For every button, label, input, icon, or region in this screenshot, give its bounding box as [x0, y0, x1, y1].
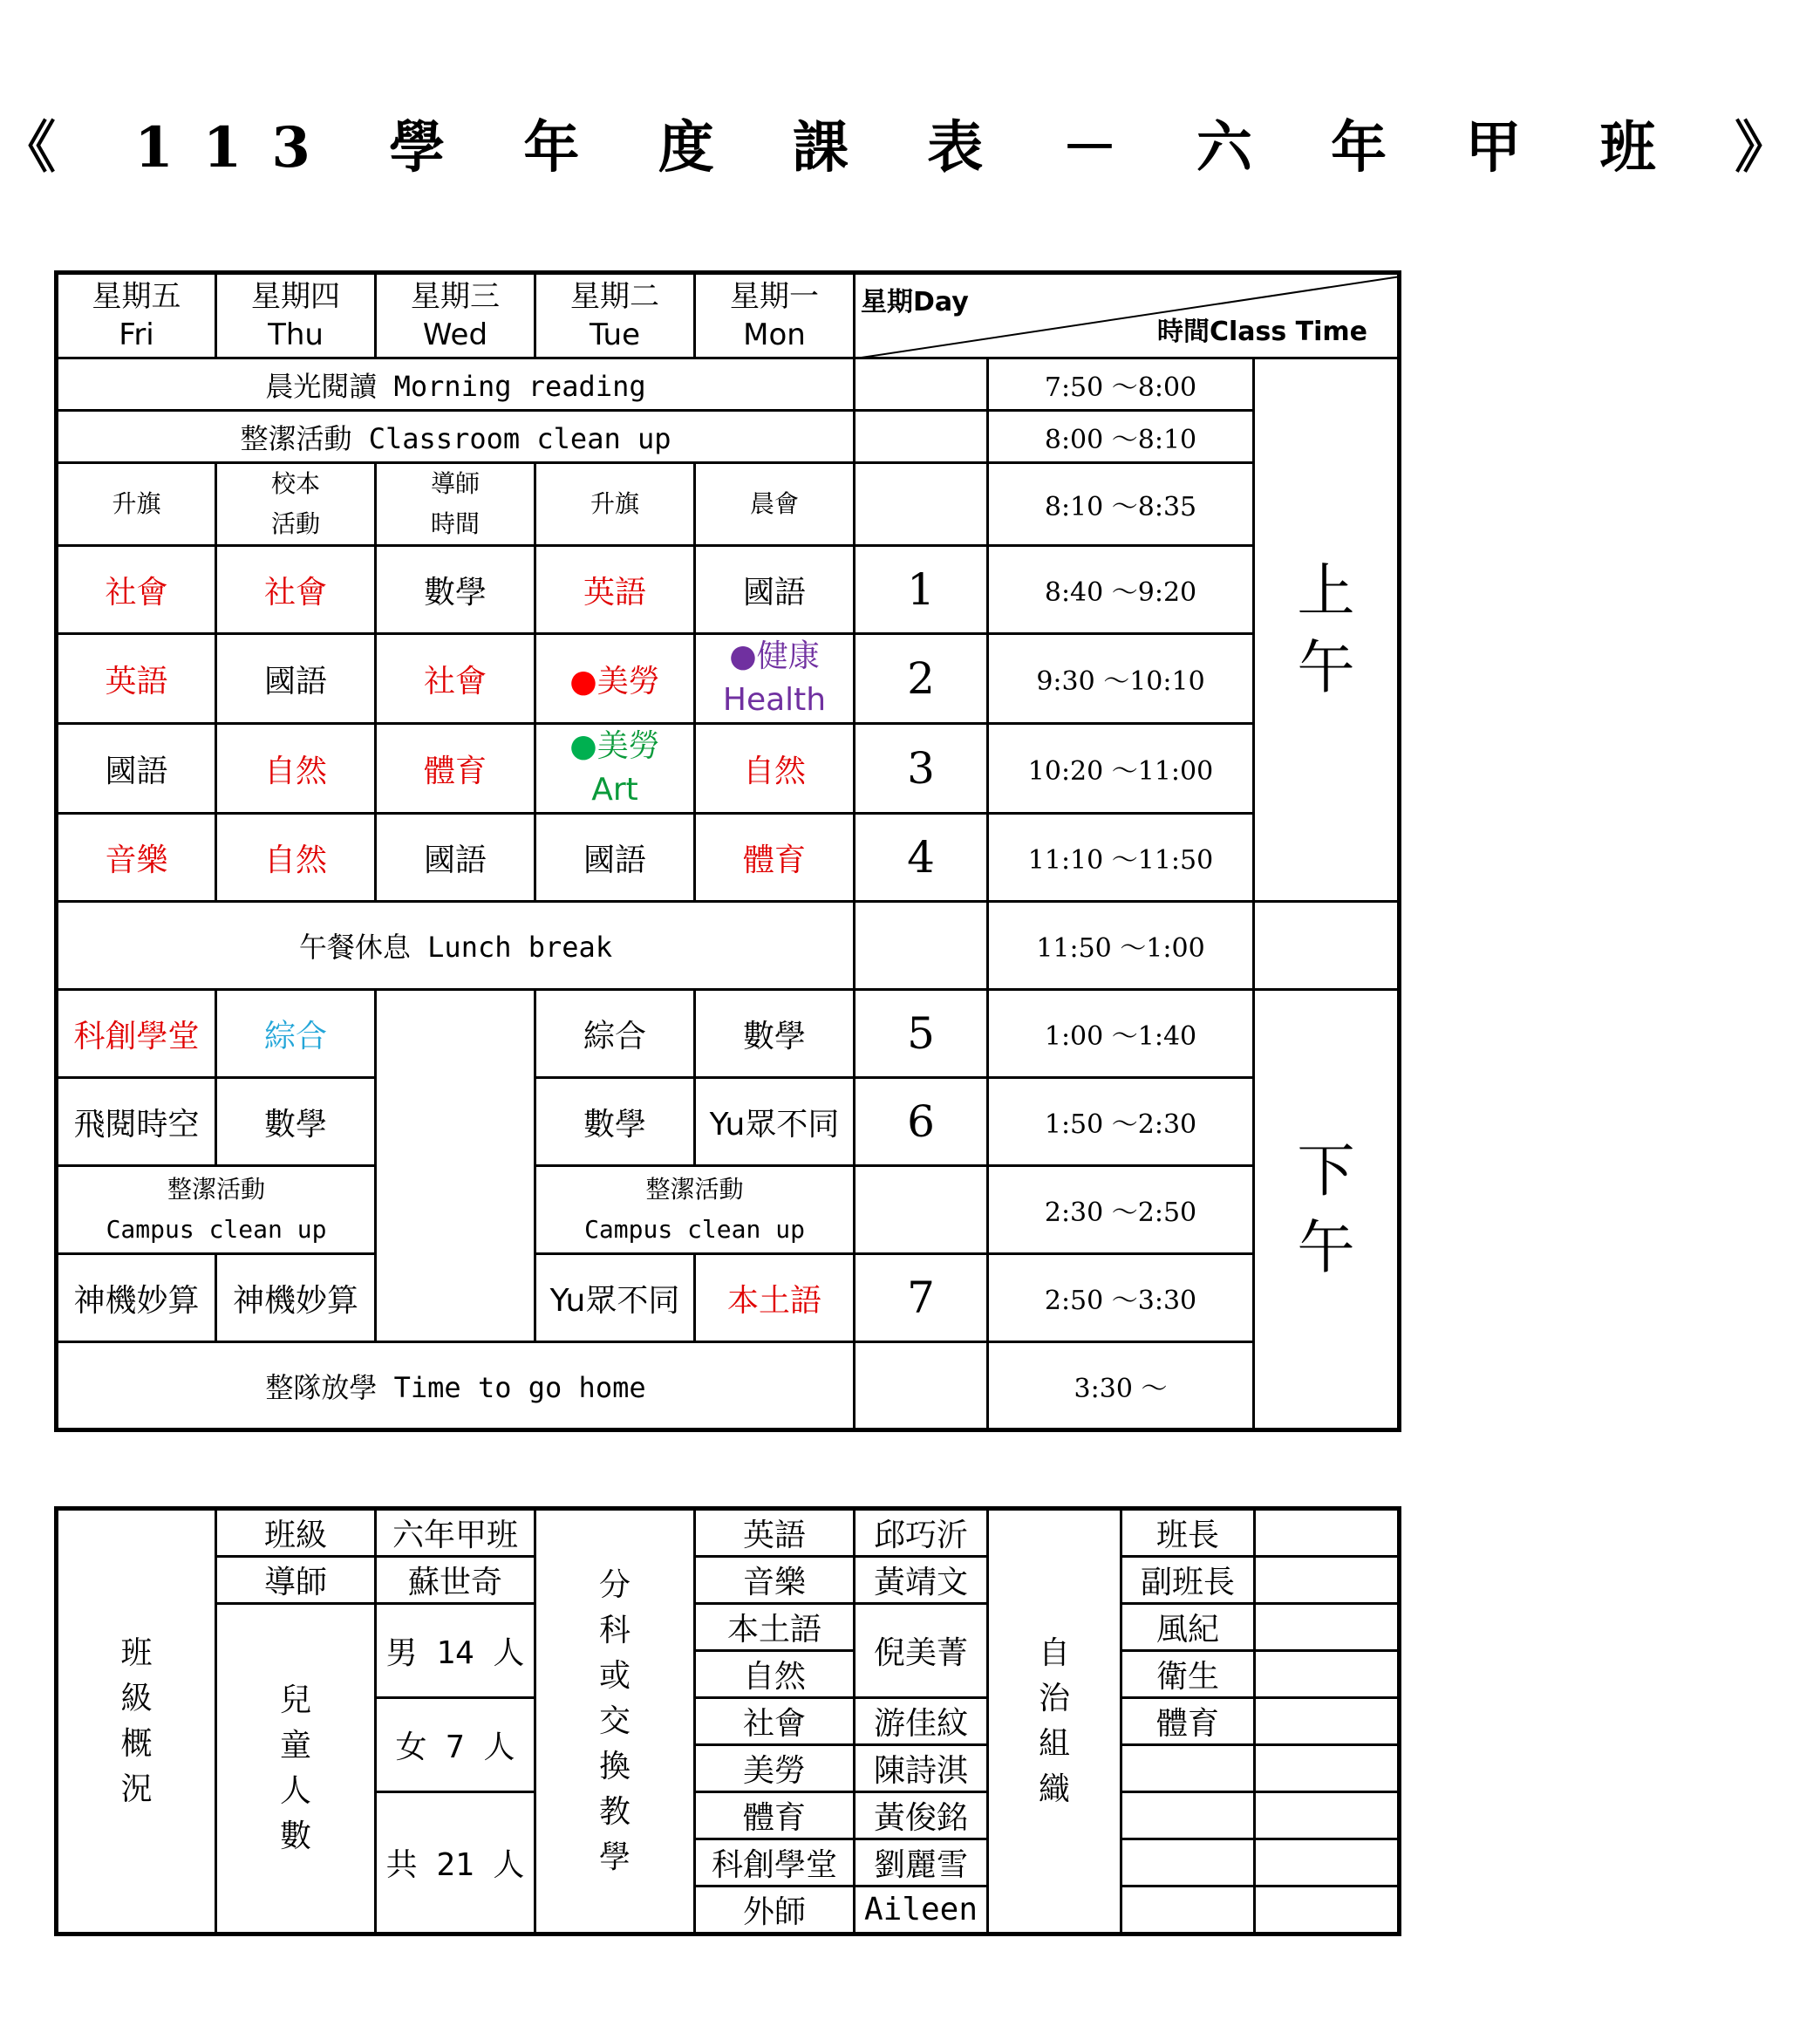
row-period-2: [57, 634, 1400, 724]
period-empty: [855, 411, 988, 463]
cell-mon: 體育: [695, 814, 855, 902]
time-slot: 8:00 ～8:10: [988, 411, 1254, 463]
time-slot: 8:10 ～8:35: [988, 463, 1254, 546]
row-campus-clean: [57, 1166, 1400, 1254]
go-home-label: 整隊放學 Time to go home: [57, 1342, 855, 1430]
cell-fri: 升旗: [57, 463, 216, 546]
cell-wed: 體育: [376, 724, 535, 814]
day-fri: 星期五 Fri: [57, 273, 216, 358]
cell-wed-empty: [376, 990, 535, 1342]
class-label: 班級: [216, 1509, 376, 1557]
teacher-value: 蘇世奇: [376, 1557, 535, 1604]
time-slot: 9:30 ～10:10: [988, 634, 1254, 724]
day-tue: 星期二 Tue: [535, 273, 695, 358]
officer-role: 體育: [1121, 1698, 1255, 1745]
red-dot-icon: ●: [569, 663, 597, 699]
time-slot: 2:50 ～3:30: [988, 1254, 1254, 1342]
teacher-cell: 劉麗雪: [855, 1839, 988, 1886]
teacher-cell: 游佳紋: [855, 1698, 988, 1745]
subject-cell: 英語: [695, 1509, 855, 1557]
row-morning-reading: [57, 358, 1400, 411]
campus-clean-fri-thu: 整潔活動 Campus clean up: [57, 1166, 376, 1254]
cell-tue: ●美勞: [535, 634, 695, 724]
cell-fri: 神機妙算: [57, 1254, 216, 1342]
cell-fri: 社會: [57, 546, 216, 634]
cell-fri: 英語: [57, 634, 216, 724]
subject-cell: 音樂: [695, 1557, 855, 1604]
cell-thu: 數學: [216, 1078, 376, 1166]
class-value: 六年甲班: [376, 1509, 535, 1557]
officer-role: 班長: [1121, 1509, 1255, 1557]
teacher-label: 導師: [216, 1557, 376, 1604]
row-period-5: [57, 990, 1400, 1078]
row-period-6: [57, 1078, 1400, 1166]
corner-header: [855, 273, 1400, 358]
officer-name: [1255, 1509, 1400, 1557]
day-thu: 星期四 Thu: [216, 273, 376, 358]
cell-mon: 數學: [695, 990, 855, 1078]
cell-tue: 國語: [535, 814, 695, 902]
corner-day-label: 星期Day: [861, 287, 969, 317]
time-slot: 11:10 ～11:50: [988, 814, 1254, 902]
subject-cell: 體育: [695, 1792, 855, 1839]
cell-mon: ●健康 Health: [695, 634, 855, 724]
time-slot: 3:30 ～: [988, 1342, 1254, 1430]
officer-name: [1255, 1745, 1400, 1792]
cell-thu: 社會: [216, 546, 376, 634]
day-mon: 星期一 Mon: [695, 273, 855, 358]
self-gov-label: 自 治 組 織: [988, 1509, 1121, 1934]
schedule-table: [54, 270, 1401, 1432]
am-label: 上 午: [1254, 358, 1400, 902]
teacher-cell: 倪美菁: [855, 1604, 988, 1698]
clean-up-label: 整潔活動 Classroom clean up: [57, 411, 855, 463]
period-number: 4: [855, 814, 988, 902]
subject-cell: 自然: [695, 1651, 855, 1698]
students-label: 兒 童 人 數: [216, 1604, 376, 1934]
half-empty: [1254, 902, 1400, 990]
header-row: [57, 273, 1400, 358]
officer-name: [1255, 1604, 1400, 1651]
officer-role: [1121, 1792, 1255, 1839]
cell-fri: 音樂: [57, 814, 216, 902]
cell-wed: 導師 時間: [376, 463, 535, 546]
officer-name: [1255, 1792, 1400, 1839]
subject-cell: 外師: [695, 1886, 855, 1934]
subject-cell: 美勞: [695, 1745, 855, 1792]
page-title: 《 113 學 年 度 課 表 － 六 年 甲 班 》: [0, 115, 1820, 181]
row-period-3: [57, 724, 1400, 814]
female-count: 女 7 人: [376, 1698, 535, 1792]
cell-wed: 數學: [376, 546, 535, 634]
period-number: 3: [855, 724, 988, 814]
teacher-cell: Aileen: [855, 1886, 988, 1934]
cell-fri: 國語: [57, 724, 216, 814]
cell-fri: 飛閱時空: [57, 1078, 216, 1166]
officer-name: [1255, 1557, 1400, 1604]
subject-cell: 社會: [695, 1698, 855, 1745]
purple-dot-icon: ●: [729, 638, 757, 674]
subject-teachers-label: 分 科 或 交 換 教 學: [535, 1509, 695, 1934]
period-empty: [855, 358, 988, 411]
cell-wed: 社會: [376, 634, 535, 724]
row-period-7: [57, 1254, 1400, 1342]
cell-tue: ●美勞 Art: [535, 724, 695, 814]
cell-fri: 科創學堂: [57, 990, 216, 1078]
officer-role: [1121, 1839, 1255, 1886]
cell-tue: 英語: [535, 546, 695, 634]
cell-tue: 升旗: [535, 463, 695, 546]
day-wed: 星期三 Wed: [376, 273, 535, 358]
row-lunch: [57, 902, 1400, 990]
cell-tue: 綜合: [535, 990, 695, 1078]
cell-tue: Yu眾不同: [535, 1254, 695, 1342]
green-dot-icon: ●: [569, 728, 597, 764]
pm-label: 下 午: [1254, 990, 1400, 1430]
cell-thu: 校本 活動: [216, 463, 376, 546]
officer-name: [1255, 1839, 1400, 1886]
period-empty: [855, 463, 988, 546]
period-number: 7: [855, 1254, 988, 1342]
class-overview-label: 班 級 概 況: [57, 1509, 216, 1934]
morning-reading-label: 晨光閱讀 Morning reading: [57, 358, 855, 411]
officer-role: 風紀: [1121, 1604, 1255, 1651]
cell-mon: Yu眾不同: [695, 1078, 855, 1166]
teacher-cell: 邱巧沂: [855, 1509, 988, 1557]
officer-role: 副班長: [1121, 1557, 1255, 1604]
male-count: 男 14 人: [376, 1604, 535, 1698]
cell-thu: 國語: [216, 634, 376, 724]
time-slot: 8:40 ～9:20: [988, 546, 1254, 634]
lunch-label: 午餐休息 Lunch break: [57, 902, 855, 990]
cell-mon: 自然: [695, 724, 855, 814]
officer-role: [1121, 1886, 1255, 1934]
total-count: 共 21 人: [376, 1792, 535, 1934]
teacher-cell: 黃俊銘: [855, 1792, 988, 1839]
officer-name: [1255, 1698, 1400, 1745]
teacher-cell: 黃靖文: [855, 1557, 988, 1604]
period-number: 5: [855, 990, 988, 1078]
row-clean-up: [57, 411, 1400, 463]
cell-tue: 數學: [535, 1078, 695, 1166]
time-slot: 10:20 ～11:00: [988, 724, 1254, 814]
campus-clean-tue-mon: 整潔活動 Campus clean up: [535, 1166, 855, 1254]
subject-cell: 科創學堂: [695, 1839, 855, 1886]
time-slot: 11:50 ～1:00: [988, 902, 1254, 990]
officer-role: [1121, 1745, 1255, 1792]
teacher-cell: 陳詩淇: [855, 1745, 988, 1792]
period-number: 6: [855, 1078, 988, 1166]
officer-role: 衛生: [1121, 1651, 1255, 1698]
corner-time-label: 時間Class Time: [1156, 317, 1368, 347]
period-empty: [855, 1166, 988, 1254]
time-slot: 7:50 ～8:00: [988, 358, 1254, 411]
time-slot: 1:50 ～2:30: [988, 1078, 1254, 1166]
cell-mon: 本土語: [695, 1254, 855, 1342]
period-empty: [855, 902, 988, 990]
row-period-4: [57, 814, 1400, 902]
row-go-home: [57, 1342, 1400, 1430]
officer-name: [1255, 1651, 1400, 1698]
cell-mon: 國語: [695, 546, 855, 634]
cell-thu: 綜合: [216, 990, 376, 1078]
cell-wed: 國語: [376, 814, 535, 902]
row-assembly: [57, 463, 1400, 546]
period-number: 1: [855, 546, 988, 634]
cell-mon: 晨會: [695, 463, 855, 546]
time-slot: 1:00 ～1:40: [988, 990, 1254, 1078]
class-info-table: [54, 1506, 1401, 1936]
row-period-1: [57, 546, 1400, 634]
officer-name: [1255, 1886, 1400, 1934]
period-empty: [855, 1342, 988, 1430]
time-slot: 2:30 ～2:50: [988, 1166, 1254, 1254]
cell-thu: 自然: [216, 724, 376, 814]
period-number: 2: [855, 634, 988, 724]
cell-thu: 神機妙算: [216, 1254, 376, 1342]
subject-cell: 本土語: [695, 1604, 855, 1651]
cell-thu: 自然: [216, 814, 376, 902]
